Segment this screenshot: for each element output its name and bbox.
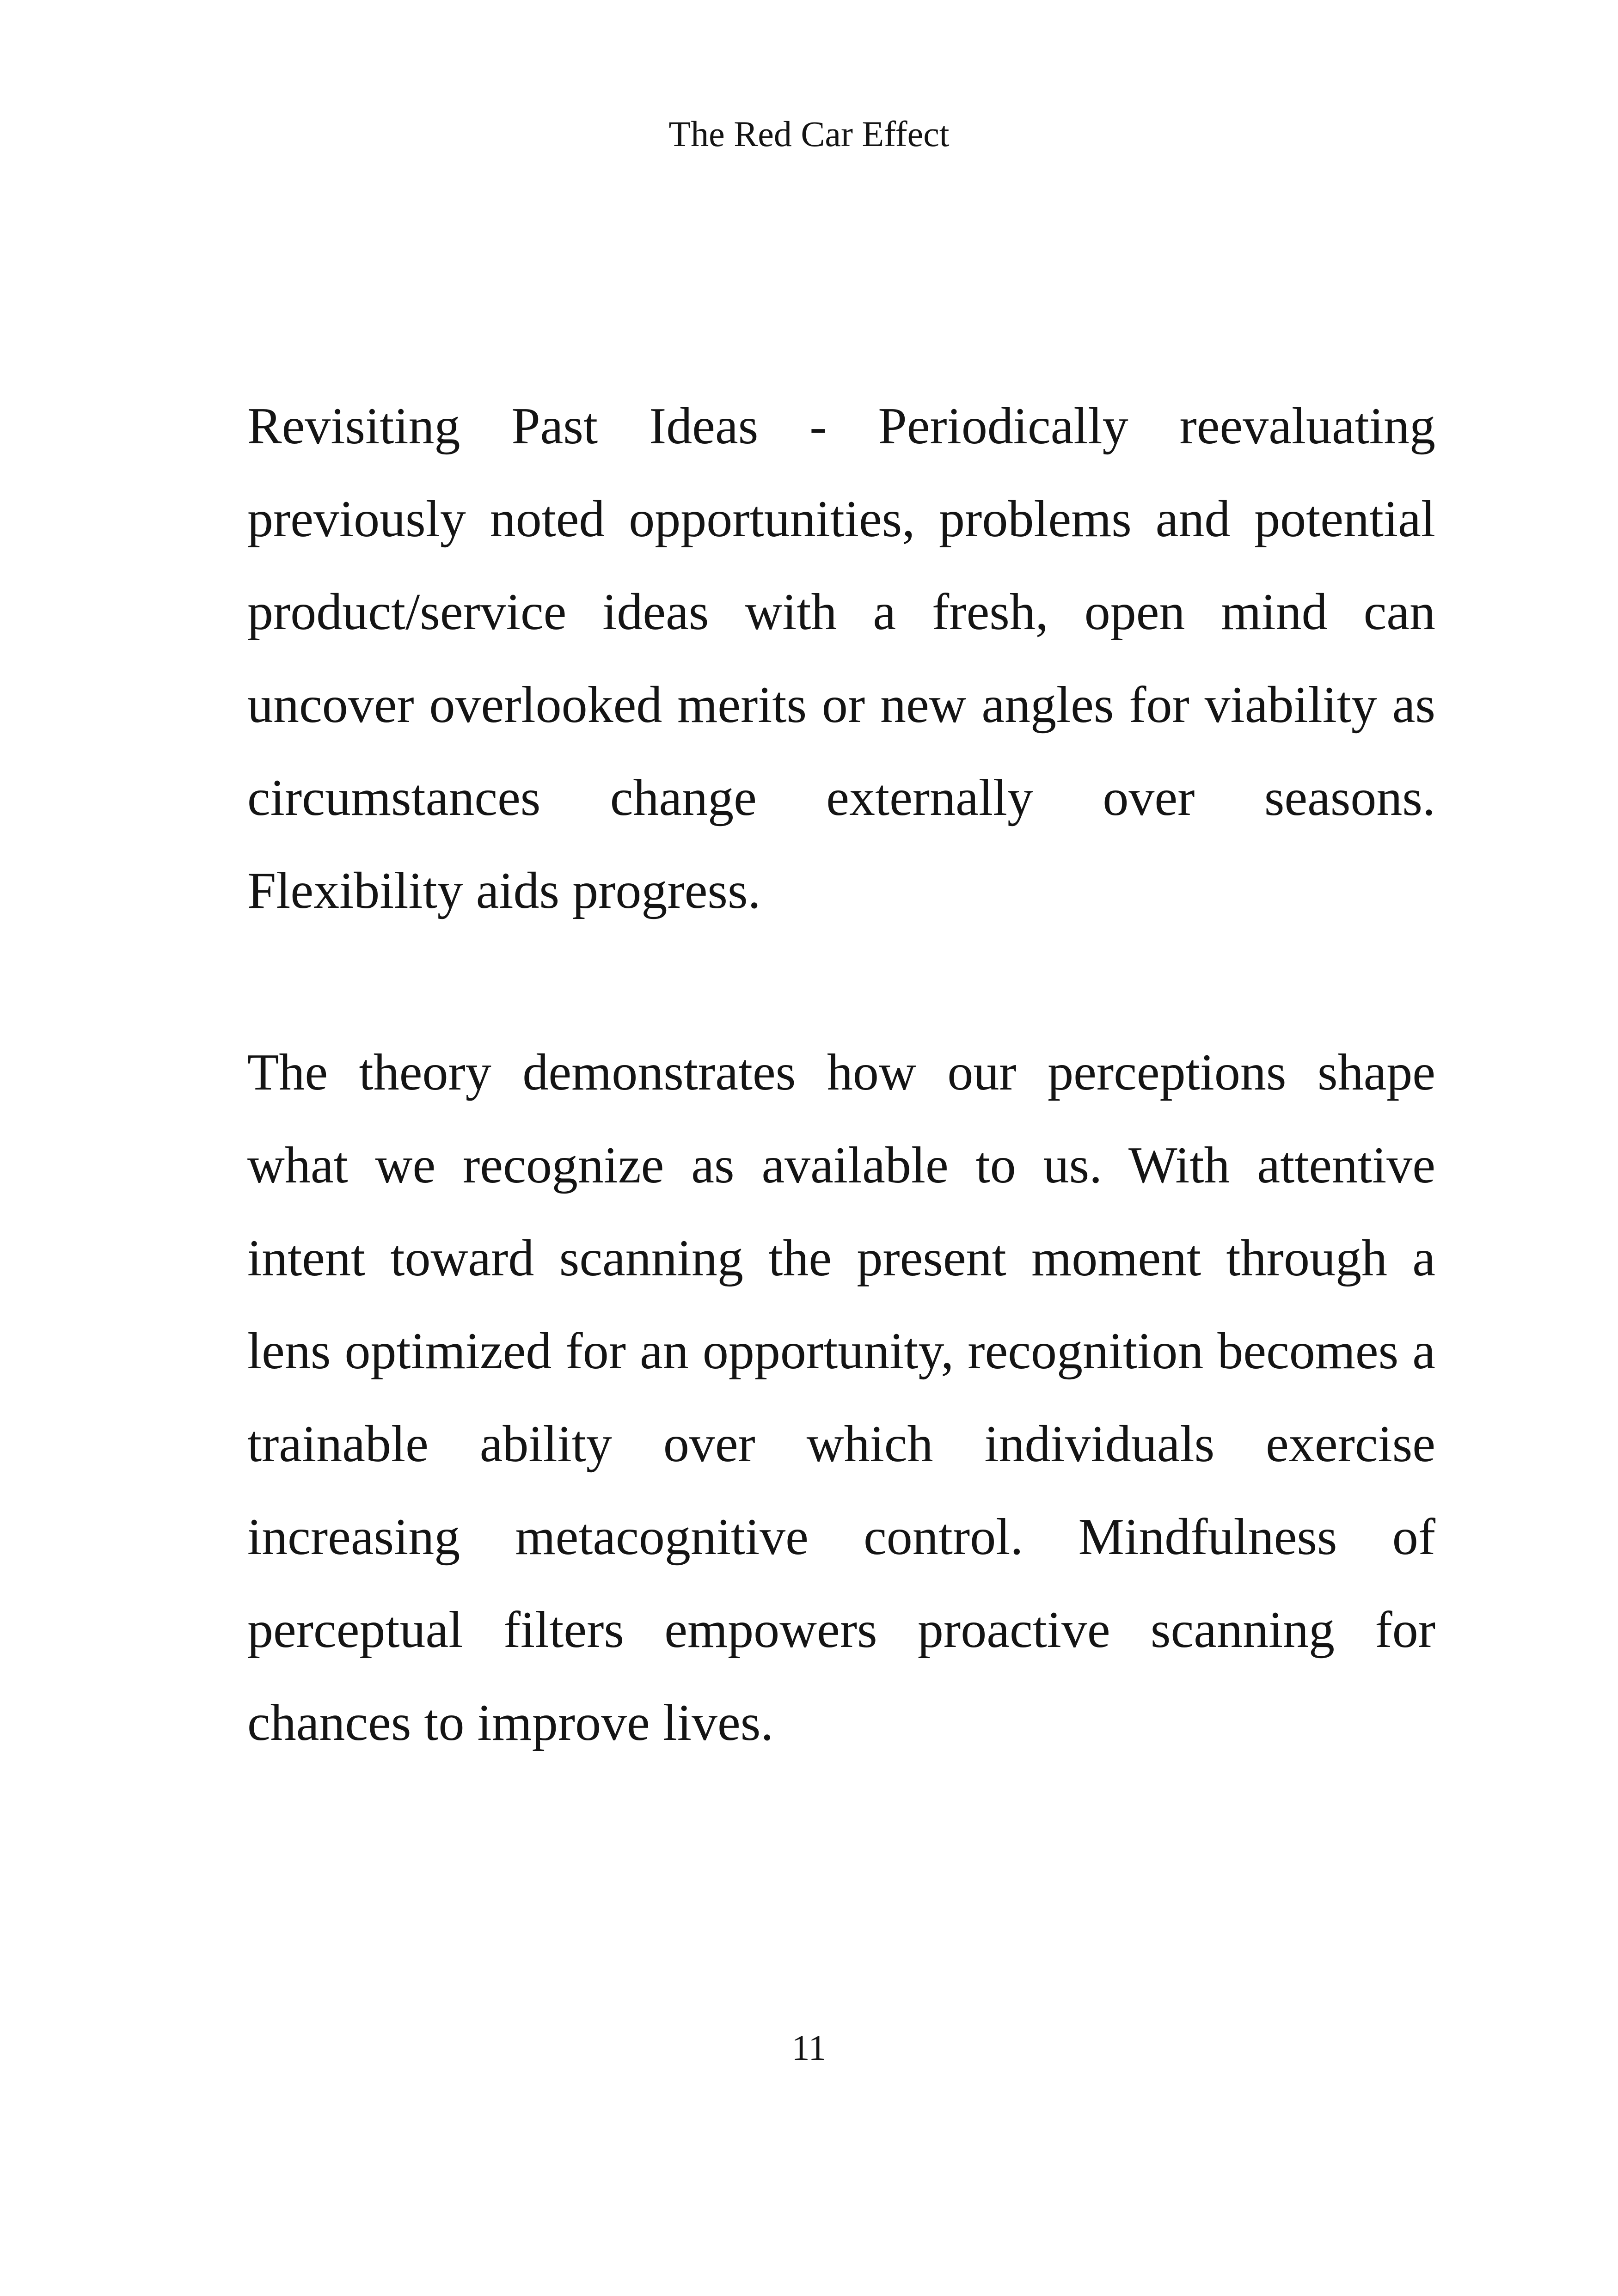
page-number: 11 [791,2027,827,2068]
body-paragraph: The theory demonstrates how our perceptions shape what we recognize as available to us. With attentive intent toward scanning the present moment through a lens optimized for an opportunity, recognition becomes a trainable ability over which individuals exercise increasing metacognitive control. Mindfulness of perceptual filters empowers proactive scanning for chances to improve lives. [247,1044,1435,1751]
running-header: The Red Car Effect [668,114,950,154]
body-paragraph: Revisiting Past Ideas - Periodically reevaluating previously noted opportunities, problems and potential product/service ideas with a fresh, open mind can uncover overlooked merits or new angles for viability as circumstances change externally over seasons. Flexibility aids progress. [247,398,1435,919]
